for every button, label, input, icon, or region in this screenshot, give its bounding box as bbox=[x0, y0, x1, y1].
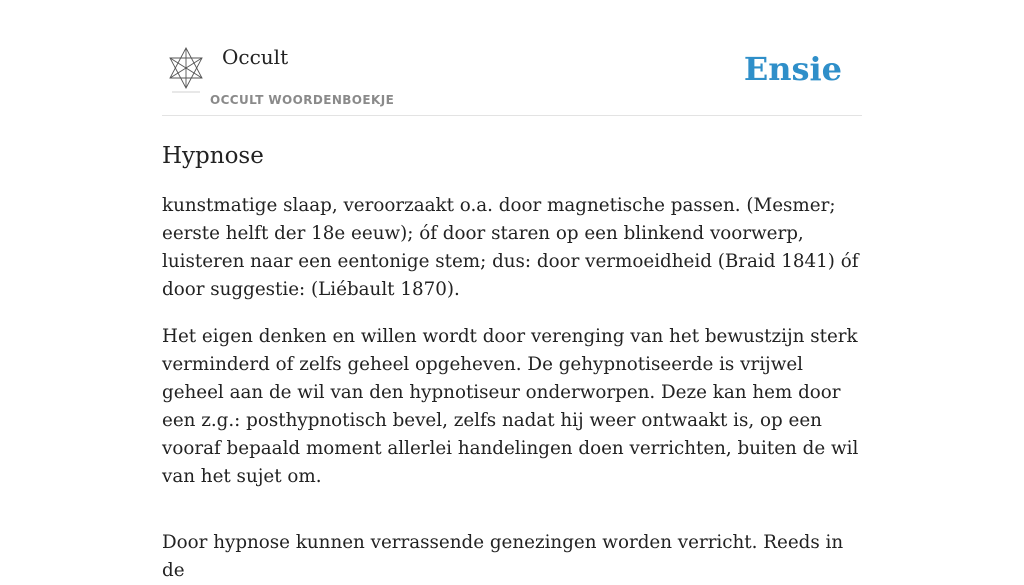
entry-title: Hypnose bbox=[162, 143, 264, 169]
entry-paragraph: kunstmatige slaap, veroorzaakt o.a. door magnetische passen. (Mesmer; eerste helft der 18e eeuw); óf door staren op een blinkend voorwerp, luisteren naar een eentonige stem; dus: door vermoeidheid (Braid 1841) óf door suggestie: (Liébault 1870). bbox=[162, 195, 859, 300]
dictionary-subtitle: OCCULT WOORDENBOEKJE bbox=[210, 93, 395, 107]
header bbox=[162, 0, 862, 116]
ensie-logo-link[interactable]: Ensie bbox=[743, 50, 842, 88]
dictionary-title-link[interactable]: Occult bbox=[222, 45, 289, 69]
entry-content bbox=[162, 192, 862, 585]
merkaba-star-icon[interactable] bbox=[166, 46, 206, 94]
entry-paragraph: Door hypnose kunnen verrassende genezingen worden verricht. Reeds in de bbox=[162, 532, 844, 581]
page bbox=[162, 0, 862, 585]
entry-paragraph: Het eigen denken en willen wordt door verenging van het bewustzijn sterk verminderd of zelfs geheel opgeheven. De gehypnotiseerde is vrijwel geheel aan de wil van den hypnotiseur onderworpen. Deze kan hem door een z.g.: posthypnotisch bevel, zelfs nadat hij weer ontwaakt is, op een vooraf bepaald moment allerlei handelingen doen verrichten, buiten de wil van het sujet om. bbox=[162, 326, 859, 487]
